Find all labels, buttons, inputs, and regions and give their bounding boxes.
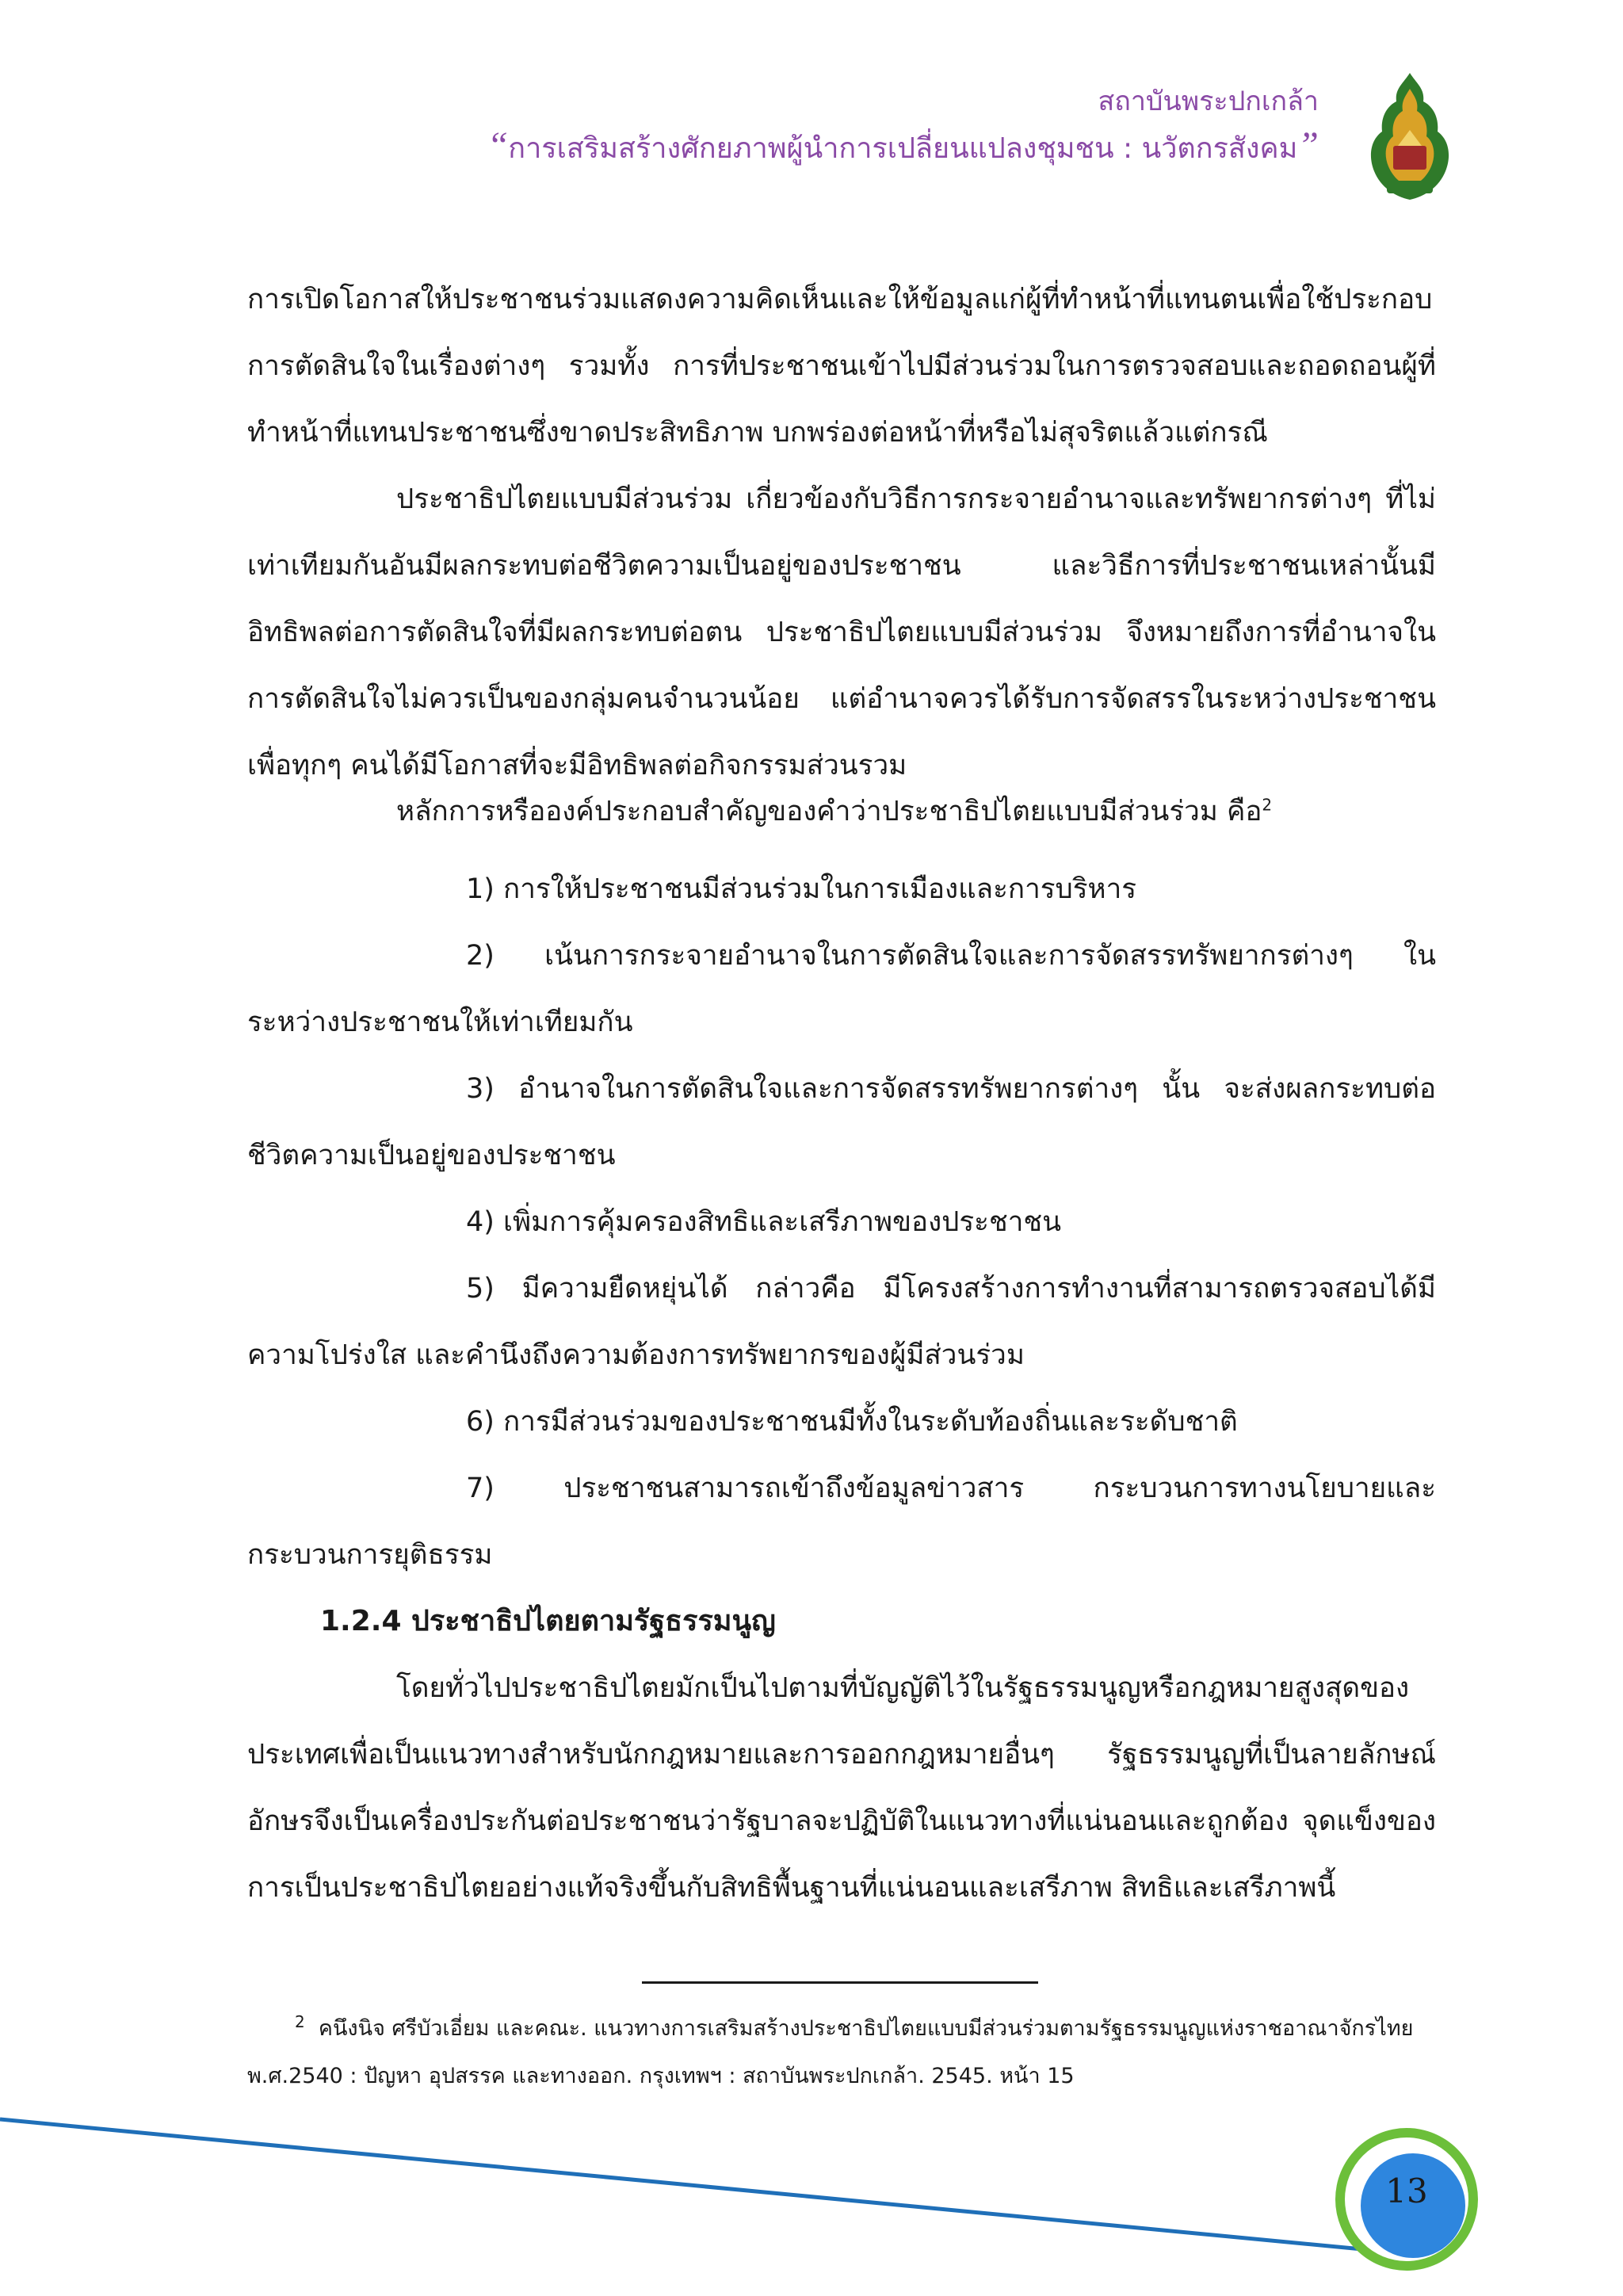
- principles-list: [247, 856, 1436, 1588]
- principles-intro: [396, 789, 1272, 833]
- list-item-6: 6) การมีส่วนร่วมของประชาชนมีทั้งในระดับท้องถิ่นและระดับชาติ: [466, 1406, 1238, 1438]
- header-title-text: การเสริมสร้างศักยภาพผู้นำการเปลี่ยนแปลงชุมชน : นวัตกรสังคม: [508, 132, 1298, 165]
- header-title: [487, 124, 1319, 170]
- list-item-2: 2) เน้นการกระจายอำนาจในการตัดสินใจและการจัดสรรทรัพยากรต่างๆ ในระหว่างประชาชนให้เท่าเทียมกัน: [247, 940, 1436, 1038]
- list-item-3: 3) อำนาจในการตัดสินใจและการจัดสรรทรัพยากรต่างๆ นั้น จะส่งผลกระทบต่อชีวิตความเป็นอยู่ของประชาชน: [247, 1073, 1436, 1171]
- paragraph-2: ประชาธิปไตยแบบมีส่วนร่วม เกี่ยวข้องกับวิธีการกระจายอำนาจและทรัพยากรต่างๆ ที่ไม่เท่าเทียมกันอันมีผลกระทบต่อชีวิตความเป็นอยู่ของประชาชน และวิธีการที่ประชาชนเหล่านั้นมีอิทธิพลต่อการตัดสินใจที่มีผลกระทบต่อตน ประชาธิปไตยแบบมีส่วนร่วม จึงหมายถึงการที่อำนาจในการตัดสินใจไม่ควรเป็นของกลุ่มคนจำนวนน้อย แต่อำนาจควรได้รับการจัดสรรในระหว่างประชาชนเพื่อทุกๆ คนได้มีโอกาสที่จะมีอิทธิพลต่อกิจกรรมส่วนรวม: [247, 483, 1436, 781]
- footnote-reference: 2: [1262, 795, 1273, 815]
- footnote: [247, 2005, 1436, 2100]
- list-item-1: 1) การให้ประชาชนมีส่วนร่วมในการเมืองและการบริหาร: [466, 873, 1137, 905]
- principles-intro-text: หลักการหรือองค์ประกอบสำคัญของคำว่าประชาธิปไตยแบบมีส่วนร่วม คือ: [396, 796, 1262, 827]
- list-item-4: 4) เพิ่มการคุ้มครองสิทธิและเสรีภาพของประชาชน: [466, 1206, 1062, 1238]
- list-item-5: 5) มีความยืดหยุ่นได้ กล่าวคือ มีโครงสร้างการทำงานที่สามารถตรวจสอบได้มีความโปร่งใส และคำนึงถึงความต้องการทรัพยากรของผู้มีส่วนร่วม: [247, 1273, 1436, 1371]
- emblem-icon: [1363, 70, 1457, 203]
- paragraph-3: โดยทั่วไปประชาธิปไตยมักเป็นไปตามที่บัญญัติไว้ในรัฐธรรมนูญหรือกฎหมายสูงสุดของประเทศเพื่อเป็นแนวทางสำหรับนักกฎหมายและการออกกฎหมายอื่นๆ รัฐธรรมนูญที่เป็นลายลักษณ์อักษรจึงเป็นเครื่องประกันต่อประชาชนว่ารัฐบาลจะปฏิบัติในแนวทางที่แน่นอนและถูกต้อง จุดแข็งของการเป็นประชาธิปไตยอย่างแท้จริงขึ้นกับสิทธิพื้นฐานที่แน่นอนและเสรีภาพ สิทธิและเสรีภาพนี้: [247, 1672, 1436, 1904]
- footnote-text: คนึงนิจ ศรีบัวเอี่ยม และคณะ. แนวทางการเสริมสร้างประชาธิปไตยแบบมีส่วนร่วมตามรัฐธรรมนูญแห่งราชอาณาจักรไทย พ.ศ.2540 : ปัญหา อุปสรรค และทางออก. กรุงเทพฯ : สถาบันพระปกเกล้า. 2545. หน้า 15: [247, 2016, 1414, 2088]
- paragraph-1: การเปิดโอกาสให้ประชาชนร่วมแสดงความคิดเห็นและให้ข้อมูลแก่ผู้ที่ทำหน้าที่แทนตนเพื่อใช้ประกอบการตัดสินใจในเรื่องต่างๆ รวมทั้ง การที่ประชาชนเข้าไปมีส่วนร่วมในการตรวจสอบและถอดถอนผู้ที่ทำหน้าที่แทนประชาชนซึ่งขาดประสิทธิภาพ บกพร่องต่อหน้าที่หรือไม่สุจริตแล้วแต่กรณี: [247, 284, 1436, 449]
- section-heading: 1.2.4 ประชาธิปไตยตามรัฐธรรมนูญ: [320, 1605, 776, 1637]
- header-organization: สถาบันพระปกเกล้า: [1098, 86, 1319, 117]
- footnote-divider: [642, 1981, 1038, 1984]
- header-quote-close: ”: [1297, 124, 1319, 166]
- list-item-7: 7) ประชาชนสามารถเข้าถึงข้อมูลข่าวสาร กระบวนการทางนโยบายและกระบวนการยุติธรรม: [247, 1473, 1436, 1571]
- page-number: 13: [1385, 2172, 1428, 2210]
- footnote-number: 2: [295, 2012, 305, 2031]
- header-quote-open: “: [487, 124, 509, 166]
